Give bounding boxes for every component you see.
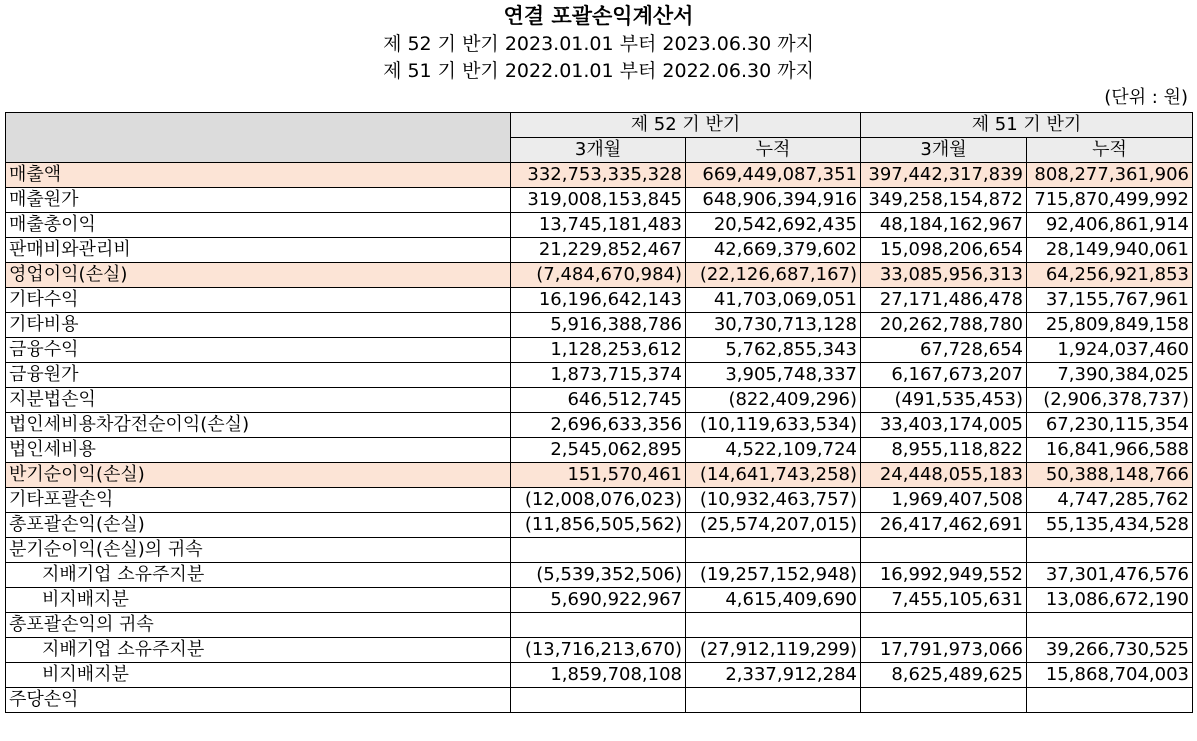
- cell-value: 17,791,973,066: [861, 638, 1027, 663]
- cell-value: (27,912,119,299): [686, 638, 861, 663]
- cell-value: [861, 688, 1027, 713]
- cell-value: 151,570,461: [511, 463, 686, 488]
- row-label: 주당손익: [6, 688, 511, 713]
- header-period-52: 제 52 기 반기: [511, 113, 861, 138]
- row-label: 분기순이익(손실)의 귀속: [6, 538, 511, 563]
- cell-value: 4,747,285,762: [1027, 488, 1193, 513]
- cell-value: 1,128,253,612: [511, 338, 686, 363]
- row-label: 기타포괄손익: [6, 488, 511, 513]
- table-row: [6, 338, 1193, 363]
- cell-value: 48,184,162,967: [861, 213, 1027, 238]
- table-row: [6, 613, 1193, 638]
- row-label: 매출액: [6, 163, 511, 188]
- cell-value: [686, 688, 861, 713]
- row-label: 지배기업 소유주지분: [6, 563, 511, 588]
- cell-value: 64,256,921,853: [1027, 263, 1193, 288]
- cell-value: 5,916,388,786: [511, 313, 686, 338]
- cell-value: 319,008,153,845: [511, 188, 686, 213]
- cell-value: 1,969,407,508: [861, 488, 1027, 513]
- cell-value: 42,669,379,602: [686, 238, 861, 263]
- cell-value: 37,155,767,961: [1027, 288, 1193, 313]
- cell-value: [686, 538, 861, 563]
- table-row: [6, 438, 1193, 463]
- cell-value: (12,008,076,023): [511, 488, 686, 513]
- cell-value: 15,098,206,654: [861, 238, 1027, 263]
- cell-value: 33,085,956,313: [861, 263, 1027, 288]
- row-label: 판매비와관리비: [6, 238, 511, 263]
- income-statement-table: [5, 112, 1193, 713]
- header-3month-51: 3개월: [861, 138, 1027, 163]
- cell-value: 1,859,708,108: [511, 663, 686, 688]
- cell-value: [686, 613, 861, 638]
- cell-value: [1027, 688, 1193, 713]
- cell-value: 5,762,855,343: [686, 338, 861, 363]
- cell-value: 715,870,499,992: [1027, 188, 1193, 213]
- cell-value: 1,924,037,460: [1027, 338, 1193, 363]
- header-corner: [6, 113, 511, 163]
- cell-value: 33,403,174,005: [861, 413, 1027, 438]
- cell-value: 669,449,087,351: [686, 163, 861, 188]
- cell-value: [861, 538, 1027, 563]
- table-row: [6, 288, 1193, 313]
- cell-value: 349,258,154,872: [861, 188, 1027, 213]
- cell-value: 5,690,922,967: [511, 588, 686, 613]
- row-label: 기타수익: [6, 288, 511, 313]
- header-cumulative-51: 누적: [1027, 138, 1193, 163]
- cell-value: 55,135,434,528: [1027, 513, 1193, 538]
- table-row: [6, 563, 1193, 588]
- cell-value: 39,266,730,525: [1027, 638, 1193, 663]
- cell-value: (491,535,453): [861, 388, 1027, 413]
- header-row-periods: [6, 113, 1193, 138]
- cell-value: 2,545,062,895: [511, 438, 686, 463]
- cell-value: 20,542,692,435: [686, 213, 861, 238]
- cell-value: 13,745,181,483: [511, 213, 686, 238]
- table-row: [6, 413, 1193, 438]
- cell-value: 67,728,654: [861, 338, 1027, 363]
- cell-value: 8,625,489,625: [861, 663, 1027, 688]
- table-row: [6, 163, 1193, 188]
- header-3month-52: 3개월: [511, 138, 686, 163]
- cell-value: (10,119,633,534): [686, 413, 861, 438]
- cell-value: 646,512,745: [511, 388, 686, 413]
- cell-value: 8,955,118,822: [861, 438, 1027, 463]
- statement-title: 연결 포괄손익계산서: [503, 4, 694, 28]
- table-row: [6, 463, 1193, 488]
- cell-value: (11,856,505,562): [511, 513, 686, 538]
- cell-value: 7,390,384,025: [1027, 363, 1193, 388]
- row-label: 비지배지분: [6, 588, 511, 613]
- cell-value: (10,932,463,757): [686, 488, 861, 513]
- header-period-51: 제 51 기 반기: [861, 113, 1193, 138]
- cell-value: 92,406,861,914: [1027, 213, 1193, 238]
- cell-value: 30,730,713,128: [686, 313, 861, 338]
- cell-value: 16,992,949,552: [861, 563, 1027, 588]
- table-row: [6, 638, 1193, 663]
- cell-value: (13,716,213,670): [511, 638, 686, 663]
- cell-value: [511, 613, 686, 638]
- cell-value: (5,539,352,506): [511, 563, 686, 588]
- cell-value: 332,753,335,328: [511, 163, 686, 188]
- cell-value: 2,696,633,356: [511, 413, 686, 438]
- cell-value: (2,906,378,737): [1027, 388, 1193, 413]
- table-row: [6, 688, 1193, 713]
- cell-value: 21,229,852,467: [511, 238, 686, 263]
- table-row: [6, 363, 1193, 388]
- cell-value: 37,301,476,576: [1027, 563, 1193, 588]
- table-row: [6, 388, 1193, 413]
- row-label: 금융원가: [6, 363, 511, 388]
- cell-value: 20,262,788,780: [861, 313, 1027, 338]
- cell-value: 6,167,673,207: [861, 363, 1027, 388]
- table-row: [6, 538, 1193, 563]
- cell-value: 13,086,672,190: [1027, 588, 1193, 613]
- row-label: 비지배지분: [6, 663, 511, 688]
- row-label: 매출원가: [6, 188, 511, 213]
- row-label: 반기순이익(손실): [6, 463, 511, 488]
- row-label: 총포괄손익의 귀속: [6, 613, 511, 638]
- cell-value: 648,906,394,916: [686, 188, 861, 213]
- table-row: [6, 488, 1193, 513]
- cell-value: [861, 613, 1027, 638]
- row-label: 법인세비용차감전순이익(손실): [6, 413, 511, 438]
- cell-value: 24,448,055,183: [861, 463, 1027, 488]
- cell-value: (19,257,152,948): [686, 563, 861, 588]
- row-label: 기타비용: [6, 313, 511, 338]
- row-label: 지배기업 소유주지분: [6, 638, 511, 663]
- table-row: [6, 313, 1193, 338]
- row-label: 매출총이익: [6, 213, 511, 238]
- cell-value: 28,149,940,061: [1027, 238, 1193, 263]
- cell-value: (7,484,670,984): [511, 263, 686, 288]
- cell-value: 3,905,748,337: [686, 363, 861, 388]
- cell-value: 67,230,115,354: [1027, 413, 1193, 438]
- cell-value: 50,388,148,766: [1027, 463, 1193, 488]
- cell-value: 41,703,069,051: [686, 288, 861, 313]
- header-cumulative-52: 누적: [686, 138, 861, 163]
- row-label: 법인세비용: [6, 438, 511, 463]
- cell-value: [1027, 613, 1193, 638]
- cell-value: 4,522,109,724: [686, 438, 861, 463]
- cell-value: 26,417,462,691: [861, 513, 1027, 538]
- row-label: 지분법손익: [6, 388, 511, 413]
- cell-value: (14,641,743,258): [686, 463, 861, 488]
- table-row: [6, 513, 1193, 538]
- cell-value: 2,337,912,284: [686, 663, 861, 688]
- cell-value: 397,442,317,839: [861, 163, 1027, 188]
- table-row: [6, 188, 1193, 213]
- row-label: 금융수익: [6, 338, 511, 363]
- table-row: [6, 588, 1193, 613]
- cell-value: 27,171,486,478: [861, 288, 1027, 313]
- table-row: [6, 663, 1193, 688]
- cell-value: (22,126,687,167): [686, 263, 861, 288]
- cell-value: 4,615,409,690: [686, 588, 861, 613]
- cell-value: [511, 688, 686, 713]
- table-row: [6, 238, 1193, 263]
- row-label: 영업이익(손실): [6, 263, 511, 288]
- table-row: [6, 263, 1193, 288]
- row-label: 총포괄손익(손실): [6, 513, 511, 538]
- cell-value: 16,841,966,588: [1027, 438, 1193, 463]
- cell-value: 25,809,849,158: [1027, 313, 1193, 338]
- period-prior: 제 51 기 반기 2022.01.01 부터 2022.06.30 까지: [383, 60, 814, 82]
- cell-value: 808,277,361,906: [1027, 163, 1193, 188]
- cell-value: [511, 538, 686, 563]
- cell-value: 7,455,105,631: [861, 588, 1027, 613]
- cell-value: [1027, 538, 1193, 563]
- period-current: 제 52 기 반기 2023.01.01 부터 2023.06.30 까지: [383, 33, 814, 55]
- cell-value: 16,196,642,143: [511, 288, 686, 313]
- unit-label: (단위 : 원): [1104, 87, 1188, 108]
- table-row: [6, 213, 1193, 238]
- cell-value: (822,409,296): [686, 388, 861, 413]
- cell-value: 15,868,704,003: [1027, 663, 1193, 688]
- cell-value: (25,574,207,015): [686, 513, 861, 538]
- cell-value: 1,873,715,374: [511, 363, 686, 388]
